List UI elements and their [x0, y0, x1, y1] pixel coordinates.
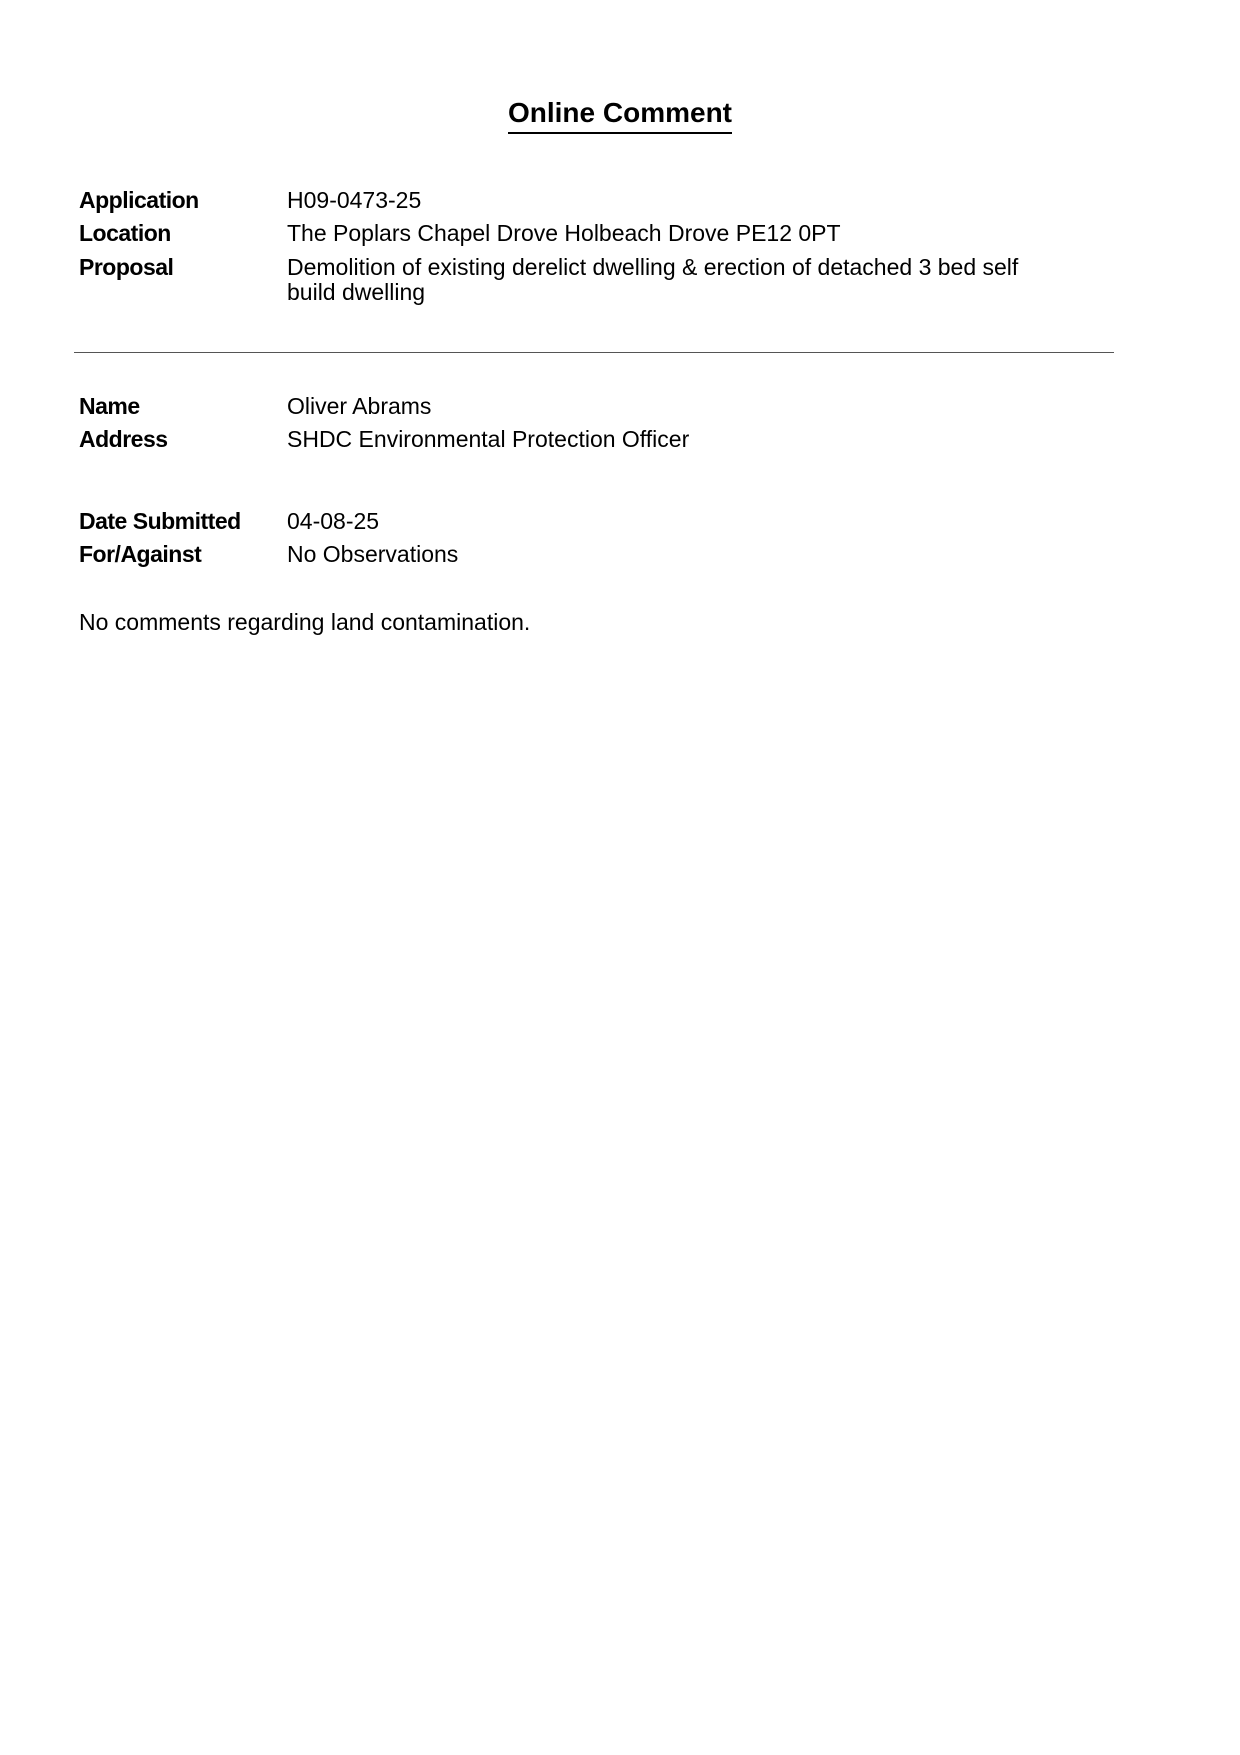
proposal-line-2: build dwelling: [287, 279, 426, 305]
section-divider: [74, 352, 1114, 353]
page-title: [0, 96, 1240, 134]
proposal-line-1: Demolition of existing derelict dwelling & erection of detached 3 bed self: [287, 254, 1019, 280]
application-value: H09-0473-25: [287, 187, 422, 213]
page-title-text: Online Comment: [508, 96, 732, 134]
date-submitted-value: 04-08-25: [287, 508, 380, 534]
for-against-label: For/Against: [79, 541, 202, 567]
address-label: Address: [79, 426, 168, 452]
comment-text: No comments regarding land contamination.: [79, 609, 531, 635]
location-value: The Poplars Chapel Drove Holbeach Drove PE12 0PT: [287, 220, 841, 246]
proposal-value: [287, 255, 1187, 305]
address-value: SHDC Environmental Protection Officer: [287, 426, 690, 452]
date-submitted-label: Date Submitted: [79, 508, 241, 534]
for-against-value: No Observations: [287, 541, 459, 567]
name-label: Name: [79, 393, 140, 419]
name-value: Oliver Abrams: [287, 393, 432, 419]
location-label: Location: [79, 220, 171, 246]
proposal-label: Proposal: [79, 254, 174, 280]
application-label: Application: [79, 187, 199, 213]
